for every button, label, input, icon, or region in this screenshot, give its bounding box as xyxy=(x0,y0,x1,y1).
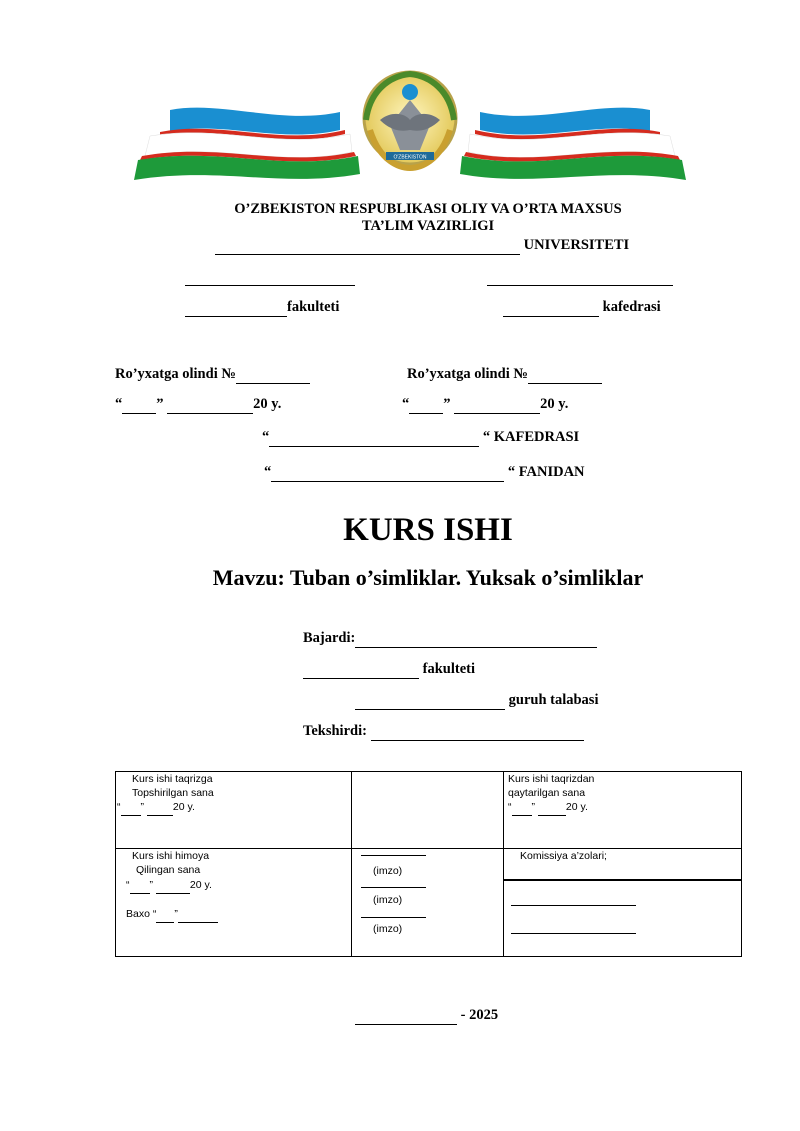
university-line xyxy=(215,237,629,255)
department-title-line: “ “ KAFEDRASI xyxy=(262,429,580,445)
department-title-suffix: “ KAFEDRASI xyxy=(482,429,580,445)
department-label: kafedrasi xyxy=(602,299,661,315)
department-field xyxy=(503,299,661,317)
defended-cell: Kurs ishi himoya Qilingan sana “ ” 20 y. Baxo “ ” xyxy=(116,849,352,957)
commission-cell xyxy=(504,849,742,957)
svg-text:O'ZBEKISTON: O'ZBEKISTON xyxy=(393,154,427,161)
registration-left xyxy=(115,366,310,384)
registration-right-label: Ro’yxatga olindi № xyxy=(407,366,528,382)
subject-title-line: “ “ FANIDAN xyxy=(264,464,585,480)
signature-2: (imzo) xyxy=(373,894,403,906)
checker-label: Tekshirdi: xyxy=(303,723,367,739)
checker-line xyxy=(303,723,584,741)
performer-faculty-line xyxy=(303,661,475,679)
submitted-cell: Kurs ishi taqrizga Topshirilgan sana “ ” 20 y. xyxy=(116,772,352,849)
footer-year xyxy=(355,1007,498,1025)
registration-date-right: “ ” 20 y. xyxy=(402,396,569,412)
coat-of-arms xyxy=(364,72,456,168)
faculty-label: fakulteti xyxy=(287,299,340,315)
footer-year-label: - 2025 xyxy=(460,1007,499,1023)
state-emblem-banner xyxy=(130,70,690,188)
document-title: KURS ISHI xyxy=(343,512,513,548)
blank-line-left xyxy=(185,285,355,286)
performer-line xyxy=(303,630,597,648)
commission-label: Komissiya a’zolari; xyxy=(520,850,607,862)
flag-right xyxy=(460,108,686,180)
grade-field: Baxo “ ” xyxy=(126,907,218,923)
commission-member-line-2 xyxy=(511,933,636,934)
ministry-title-line1: O’ZBEKISTON RESPUBLIKASI OLIY VA O’RTA MAXSUS xyxy=(234,201,622,217)
flag-left xyxy=(134,108,360,180)
defended-date: “ ” 20 y. xyxy=(126,878,212,894)
university-label: UNIVERSITETI xyxy=(523,237,630,253)
registration-left-label: Ro’yxatga olindi № xyxy=(115,366,236,382)
returned-date: “ ” 20 y. xyxy=(508,800,588,816)
signature-1: (imzo) xyxy=(373,865,403,877)
commission-member-line-1 xyxy=(511,905,636,906)
blank-line-right xyxy=(487,285,673,286)
document-topic: Mavzu: Tuban o’simliklar. Yuksak o’simliklar xyxy=(212,565,644,590)
performer-label: Bajardi: xyxy=(303,630,356,646)
registration-right xyxy=(407,366,602,384)
submitted-date: “ ” 20 y. xyxy=(117,800,195,816)
ministry-title-line2: TA’LIM VAZIRLIGI xyxy=(361,218,495,234)
review-table xyxy=(115,771,742,957)
signatures-cell xyxy=(352,849,504,957)
performer-faculty-label: fakulteti xyxy=(422,661,475,677)
signature-3: (imzo) xyxy=(373,923,403,935)
university-blank xyxy=(215,237,520,255)
empty-cell xyxy=(352,772,504,849)
performer-group-line xyxy=(355,692,598,710)
performer-group-label: guruh talabasi xyxy=(508,692,599,708)
subject-title-suffix: “ FANIDAN xyxy=(507,464,585,480)
faculty-field xyxy=(185,299,339,317)
returned-cell: Kurs ishi taqrizdan qaytarilgan sana “ ” 20 y. xyxy=(504,772,742,849)
registration-date-left: “ ” 20 y. xyxy=(115,396,282,412)
